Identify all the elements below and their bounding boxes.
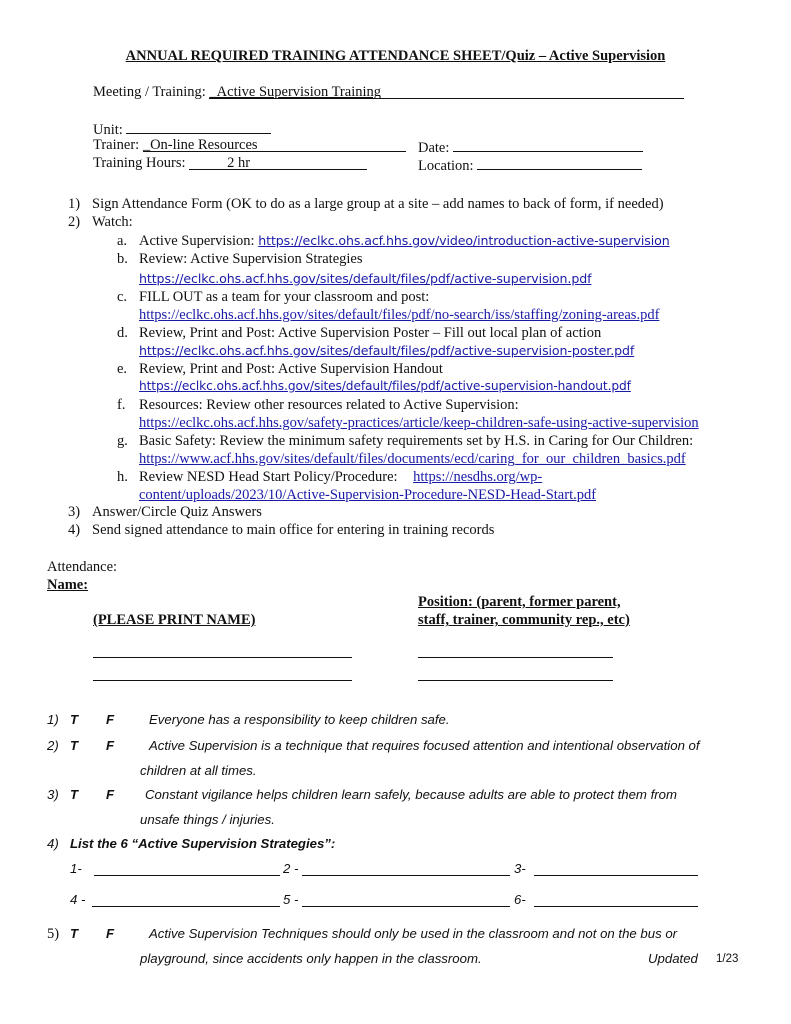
strategy-5-blank[interactable] (302, 906, 510, 907)
link-poster[interactable]: https://eclkc.ohs.acf.hhs.gov/sites/default/files/pdf/active-supervision-poster.pdf (139, 343, 635, 358)
attendance-label: Attendance: (47, 559, 118, 575)
quiz-question-4: 4) List the 6 “Active Supervision Strategies”: (47, 836, 336, 851)
link-active-supervision-pdf[interactable]: https://eclkc.ohs.acf.hhs.gov/sites/default/files/pdf/active-supervision.pdf (139, 271, 592, 286)
link-zoning-areas[interactable]: https://eclkc.ohs.acf.hhs.gov/sites/default/files/pdf/no-search/iss/staffing/zoning-areas.pdf (139, 307, 660, 323)
meeting-label: Meeting / Training: (93, 84, 206, 100)
true-option[interactable]: T (70, 712, 79, 727)
meeting-field[interactable] (93, 84, 684, 101)
watch-item-a: a. Active Supervision: https://eclkc.ohs.acf.hhs.gov/video/introduction-active-supervision (117, 233, 670, 249)
watch-item-e: e. Review, Print and Post: Active Supervision Handout (117, 361, 443, 377)
true-option[interactable]: T (70, 738, 79, 753)
false-option[interactable]: F (106, 712, 115, 727)
strategy-2-blank[interactable] (302, 875, 510, 876)
strategy-1-label: 1- (70, 861, 82, 876)
unit-input[interactable] (126, 119, 271, 134)
strategy-6-label: 6- (514, 892, 526, 907)
watch-item-f: f. Resources: Review other resources related to Active Supervision: (117, 397, 519, 413)
link-caring-for-our-children[interactable]: https://www.acf.hhs.gov/sites/default/files/documents/ecd/caring_for_our_children_basics.pdf (139, 451, 686, 467)
false-option[interactable]: F (106, 787, 115, 802)
updated-label: Updated (648, 951, 698, 966)
date-input[interactable] (453, 137, 643, 152)
location-label: Location: (418, 158, 474, 174)
false-option[interactable]: F (106, 926, 115, 941)
watch-item-g: g. Basic Safety: Review the minimum safety requirements set by H.S. in Caring for Our Children: (117, 433, 694, 449)
strategy-1-blank[interactable] (94, 875, 280, 876)
strategy-3-blank[interactable] (534, 875, 698, 876)
strategy-6-blank[interactable] (534, 906, 698, 907)
link-intro-active-supervision[interactable]: https://eclkc.ohs.acf.hhs.gov/video/introduction-active-supervision (258, 233, 670, 248)
unit-field[interactable] (93, 119, 271, 139)
trainer-input[interactable]: _On-line Resources (143, 137, 406, 152)
true-option[interactable]: T (70, 787, 79, 802)
date-label: Date: (418, 140, 450, 156)
link-nesd-procedure[interactable]: https://nesdhs.org/wp- (413, 469, 543, 485)
quiz-question-3-cont: unsafe things / injuries. (140, 812, 275, 827)
strategy-3-label: 3- (514, 861, 526, 876)
name-heading: Name: (47, 577, 89, 593)
position-heading-line2: staff, trainer, community rep., etc) (418, 612, 630, 628)
step-3: 3) Answer/Circle Quiz Answers (68, 504, 262, 520)
true-option[interactable]: T (70, 926, 79, 941)
watch-item-c: c. FILL OUT as a team for your classroom and post: (117, 289, 430, 305)
link-nesd-procedure-cont[interactable]: content/uploads/2023/10/Active-Supervision-Procedure-NESD-Head-Start.pdf (139, 487, 597, 503)
quiz-question-1: 1) T F Everyone has a responsibility to keep children safe. (47, 712, 450, 727)
location-field[interactable] (418, 155, 642, 175)
quiz-question-2: 2) T F Active Supervision is a technique that requires focused attention and intentional observation of (47, 738, 700, 753)
document-title: ANNUAL REQUIRED TRAINING ATTENDANCE SHEET/Quiz – Active Supervision (125, 48, 666, 64)
date-field[interactable] (418, 137, 643, 157)
trainer-field[interactable] (93, 137, 406, 154)
quiz-question-5-cont: playground, since accidents only happen in the classroom. (140, 951, 482, 966)
hours-field[interactable] (93, 155, 367, 172)
updated-date: 1/23 (716, 953, 739, 965)
false-option[interactable]: F (106, 738, 115, 753)
quiz-question-3: 3) T F Constant vigilance helps children learn safely, because adults are able to protect them from (47, 787, 677, 802)
position-heading-line1: Position: (parent, former parent, (418, 594, 621, 610)
strategy-2-label: 2 - (283, 861, 299, 876)
strategy-5-label: 5 - (283, 892, 299, 907)
step-4: 4) Send signed attendance to main office for entering in training records (68, 522, 495, 538)
hours-label: Training Hours: (93, 155, 186, 171)
hours-input[interactable]: 2 hr (189, 155, 367, 170)
location-input[interactable] (477, 155, 642, 170)
step-2: 2) Watch: (68, 214, 133, 230)
quiz-question-5: 5) T F Active Supervision Techniques should only be used in the classroom and not on the bus or (47, 926, 678, 942)
link-keep-children-safe[interactable]: https://eclkc.ohs.acf.hhs.gov/safety-practices/article/keep-children-safe-using-active-supervision (139, 415, 699, 431)
position-line-1[interactable] (418, 657, 613, 658)
strategy-4-blank[interactable] (92, 906, 280, 907)
name-line-2[interactable] (93, 680, 352, 681)
watch-item-d: d. Review, Print and Post: Active Supervision Poster – Fill out local plan of action (117, 325, 602, 341)
step-1: 1) Sign Attendance Form (OK to do as a large group at a site – add names to back of form, if needed) (68, 196, 664, 212)
print-name-heading: (PLEASE PRINT NAME) (93, 612, 256, 628)
link-handout[interactable]: https://eclkc.ohs.acf.hhs.gov/sites/default/files/pdf/active-supervision-handout.pdf (139, 379, 631, 393)
strategy-4-label: 4 - (70, 892, 86, 907)
watch-item-b: b. Review: Active Supervision Strategies (117, 251, 363, 267)
watch-item-h: h. Review NESD Head Start Policy/Procedure: https://nesdhs.org/wp- (117, 469, 543, 485)
position-line-2[interactable] (418, 680, 613, 681)
meeting-input[interactable]: _Active Supervision Training (209, 84, 684, 99)
unit-label: Unit: (93, 122, 123, 138)
quiz-question-2-cont: children at all times. (140, 763, 257, 778)
name-line-1[interactable] (93, 657, 352, 658)
trainer-label: Trainer: (93, 137, 140, 153)
